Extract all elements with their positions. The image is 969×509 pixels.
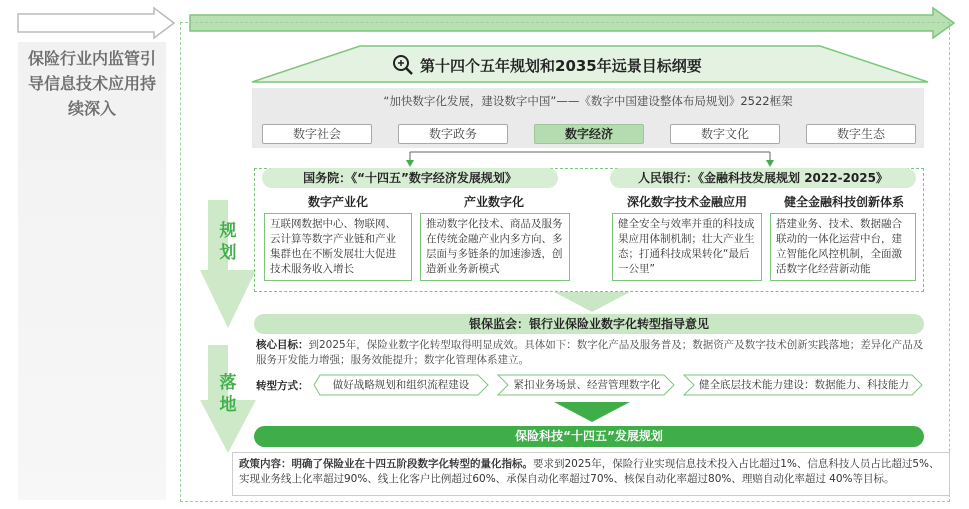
funnel-arrow-1 bbox=[552, 292, 632, 314]
plan-label: 规划 bbox=[219, 221, 237, 263]
right-card-0: 健全安全与效率并重的科技成果应用体制机制；壮大产业生态；打通科技成果转化“最后一公里” bbox=[612, 213, 762, 281]
land-label: 落地 bbox=[219, 373, 237, 415]
left-card-0-title: 数字产业化 bbox=[307, 195, 368, 209]
policy-bold: 明确了保险业在十四五阶段数字化转型的量化指标。 bbox=[291, 458, 533, 470]
split-arrows bbox=[400, 146, 780, 168]
left-card-1: 推动数字化技术、商品及服务在传统金融产业内多方向、多层面与多链条的加速渗透，创造新业务新模式 bbox=[420, 213, 570, 281]
goal-label: 核心目标： bbox=[256, 339, 309, 351]
insurance-bar: 保险科技“十四五”发展规划 bbox=[254, 426, 924, 447]
left-title: 保险行业内监管引导信息技术应用持续深入 bbox=[27, 49, 156, 118]
plan-title: 第十四个五年规划和2035年远景目标纲要 bbox=[420, 57, 702, 75]
ways-label: 转型方式： bbox=[256, 380, 309, 392]
right-card-1: 搭建业务、技术、数据融合联动的一体化运营中台，建立智能化风控机制，全面激活数字化经营新动能 bbox=[770, 213, 916, 281]
quote-text: “加快数字化发展，建设数字中国”——《数字中国建设整体布局规划》2522框架 bbox=[383, 94, 793, 108]
core-goal bbox=[256, 338, 924, 368]
funnel-arrow-2 bbox=[552, 402, 632, 424]
magnifier-icon bbox=[392, 54, 414, 76]
pill-0: 数字社会 bbox=[262, 124, 372, 144]
left-card-0: 互联网数据中心、物联网、云计算等数字产业链和产业集群也在不断发展壮大促进技术服务收入增长 bbox=[264, 213, 412, 281]
way-1: 紧扣业务场景、经营管理数字化 bbox=[513, 379, 661, 391]
goal-text: 到2025年，保险业数字化转型取得明显成效。具体如下：数字化产品及服务普及；数据资产及数字技术创新实践落地；差异化产品及服务开发能力增强；服务效能提升；数字化管理体系建立。 bbox=[256, 339, 924, 366]
pill-2: 数字经济 bbox=[534, 124, 644, 144]
right-card-1-title: 健全金融科技创新体系 bbox=[783, 195, 904, 209]
pboc-header: 人民银行：《金融科技发展规划 2022-2025》 bbox=[610, 168, 916, 188]
pill-4: 数字生态 bbox=[806, 124, 916, 144]
pill-1: 数字政务 bbox=[398, 124, 508, 144]
right-card-0-title: 深化数字技术金融应用 bbox=[626, 195, 747, 209]
policy-content bbox=[232, 452, 950, 496]
policy-label: 政策内容： bbox=[239, 458, 292, 470]
pill-3: 数字文化 bbox=[670, 124, 780, 144]
way-0: 做好战略规划和组织流程建设 bbox=[332, 379, 470, 391]
way-2: 健全底层技术能力建设：数据能力、科技能力 bbox=[699, 379, 909, 391]
state-council-header: 国务院：《“十四五”数字经济发展规划》 bbox=[262, 168, 558, 188]
regulator-bar: 银保监会：银行业保险业数字化转型指导意见 bbox=[254, 314, 924, 334]
small-arrow bbox=[16, 6, 176, 40]
left-card-1-title: 产业数字化 bbox=[463, 195, 524, 209]
policy-text: 要求到2025年，保险行业实现信息技术投入占比超过1%、信息科技人员占比超过5%、实现业务线上化率超过90%、线上化客户比例超过60%、承保自动化率超过70%、核保自动化率超过80%、理赔自动化率超过 40%等目标。 bbox=[239, 458, 940, 485]
